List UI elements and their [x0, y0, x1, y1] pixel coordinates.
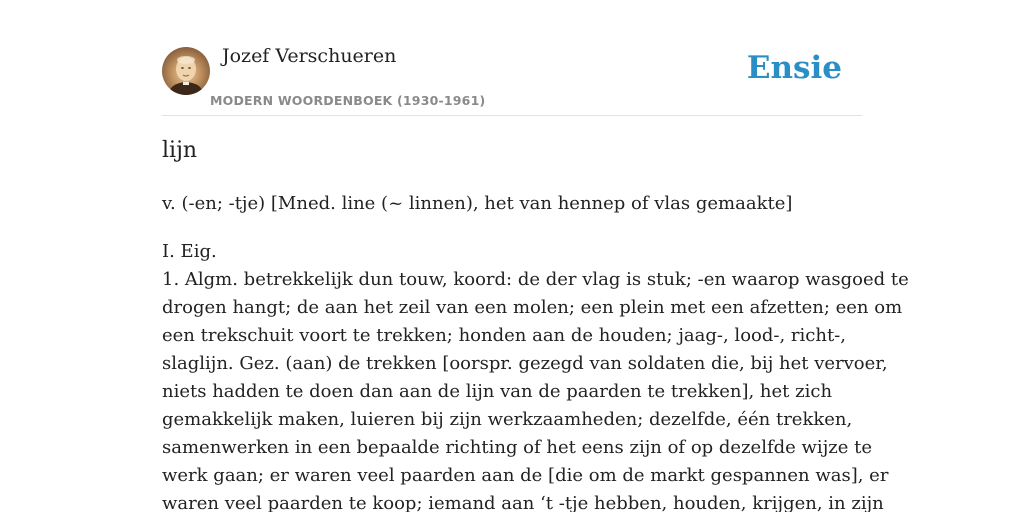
entry-headword: lijn	[162, 138, 198, 163]
author-avatar[interactable]	[162, 47, 210, 95]
definition-line: samenwerken in een bepaalde richting of het eens zijn of op dezelfde wijze te	[162, 437, 873, 458]
definition-line: niets hadden te doen dan aan de lijn van de paarden te trekken], het zich	[162, 381, 833, 402]
definition-line: 1. Algm. betrekkelijk dun touw, koord: de der vlag is stuk; -en waarop wasgoed te	[162, 269, 909, 290]
entry-page	[162, 0, 909, 512]
definition-line: werk gaan; er waren veel paarden aan de [die om de markt gespannen was], er	[162, 465, 889, 486]
author-name-link[interactable]: Jozef Verschueren	[222, 45, 397, 67]
definition-line: een trekschuit voort te trekken; honden aan de houden; jaag-, lood-, richt-,	[162, 325, 846, 346]
entry-definition	[162, 238, 909, 512]
definition-line: drogen hangt; de aan het zeil van een molen; een plein met een afzetten; een om	[162, 297, 903, 318]
author-portrait-icon	[162, 47, 210, 95]
brand-logo[interactable]: Ensie	[746, 50, 842, 86]
source-title-link[interactable]: MODERN WOORDENBOEK (1930-1961)	[210, 93, 486, 108]
definition-line: gemakkelijk maken, luieren bij zijn werkzaamheden; dezelfde, één trekken,	[162, 409, 853, 430]
definition-line: waren veel paarden te koop; iemand aan ‘t -tje hebben, houden, krijgen, in zijn	[162, 493, 884, 512]
definition-line: slaglijn. Gez. (aan) de trekken [oorspr. gezegd van soldaten die, bij het vervoer,	[162, 353, 888, 374]
section-heading: I. Eig.	[162, 241, 217, 262]
entry-etymology: v. (-en; -tje) [Mned. line (~ linnen), het van hennep of vlas gemaakte]	[162, 193, 793, 214]
header-divider	[162, 115, 862, 116]
